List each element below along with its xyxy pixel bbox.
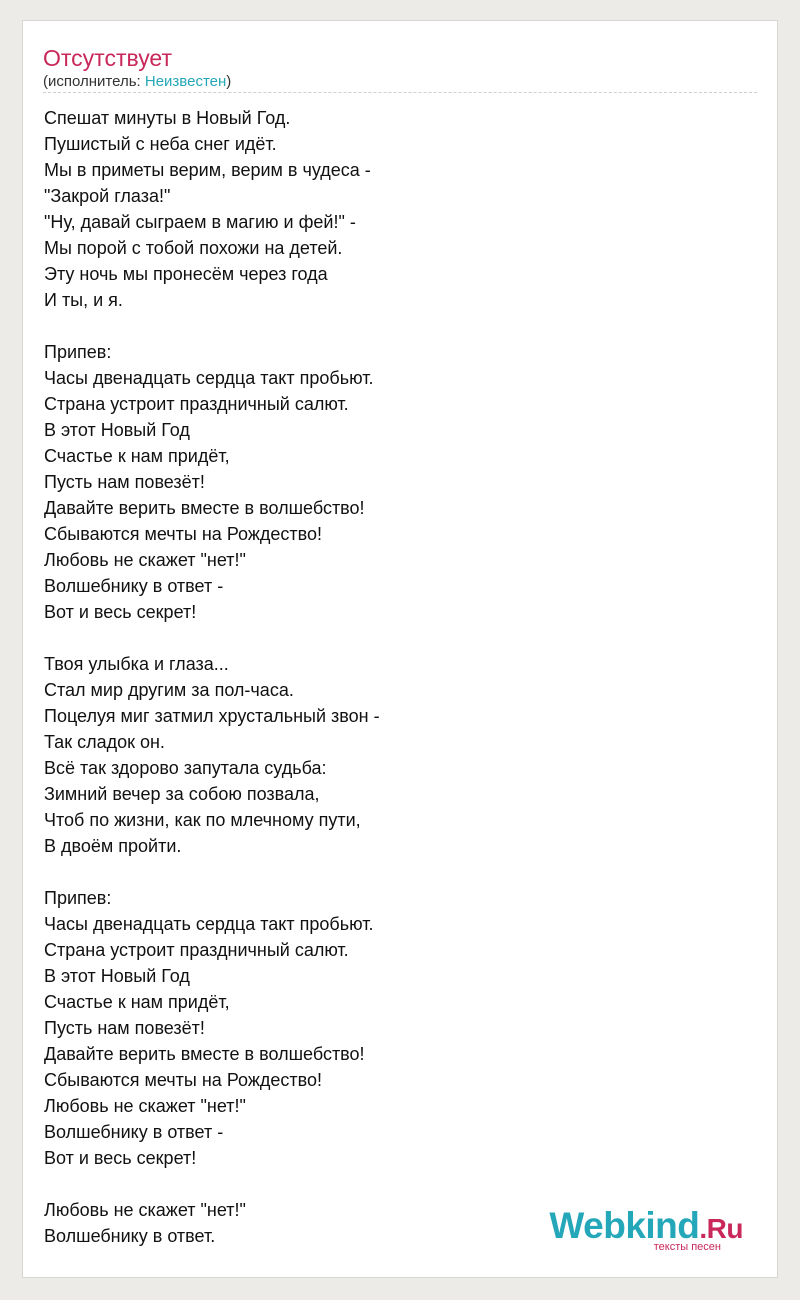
artist-line xyxy=(43,73,231,91)
stanza-gap xyxy=(44,625,744,651)
lyric-line: Стал мир другим за пол-часа. xyxy=(44,680,294,700)
lyric-line: Волшебнику в ответ. xyxy=(44,1226,216,1246)
lyric-line: Счастье к нам придёт, xyxy=(44,446,230,466)
lyric-line: Припев: xyxy=(44,888,112,908)
logo-tld: .Ru xyxy=(699,1213,743,1244)
lyric-line: Вот и весь секрет! xyxy=(44,602,197,622)
lyric-line: В этот Новый Год xyxy=(44,966,190,986)
site-logo[interactable] xyxy=(549,1207,743,1253)
artist-prefix: (исполнитель: xyxy=(43,73,145,90)
lyric-line: И ты, и я. xyxy=(44,290,123,310)
lyric-line: Поцелуя миг затмил хрустальный звон - xyxy=(44,706,380,726)
lyric-line: Эту ночь мы пронесём через года xyxy=(44,264,328,284)
lyric-line: Так сладок он. xyxy=(44,732,165,752)
title-divider xyxy=(43,92,757,93)
lyrics-card xyxy=(22,20,778,1278)
lyric-line: Зимний вечер за собою позвала, xyxy=(44,784,320,804)
stanza-gap xyxy=(44,313,744,339)
lyric-line: Счастье к нам придёт, xyxy=(44,992,230,1012)
lyric-line: Любовь не скажет "нет!" xyxy=(44,550,246,570)
lyric-line: Мы в приметы верим, верим в чудеса - xyxy=(44,160,371,180)
logo-subtitle: тексты песен xyxy=(653,1241,721,1253)
lyric-line: Чтоб по жизни, как по млечному пути, xyxy=(44,810,361,830)
lyric-line: "Закрой глаза!" xyxy=(44,186,171,206)
lyric-line: Сбываются мечты на Рождество! xyxy=(44,524,323,544)
lyric-line: Спешат минуты в Новый Год. xyxy=(44,108,291,128)
stanza-gap xyxy=(44,859,744,885)
lyric-line: Пушистый с неба снег идёт. xyxy=(44,134,277,154)
lyric-line: Волшебнику в ответ - xyxy=(44,576,224,596)
lyric-line: Пусть нам повезёт! xyxy=(44,1018,205,1038)
lyric-line: Вот и весь секрет! xyxy=(44,1148,197,1168)
lyric-line: Страна устроит праздничный салют. xyxy=(44,940,349,960)
lyric-line: Давайте верить вместе в волшебство! xyxy=(44,1044,365,1064)
lyric-line: Припев: xyxy=(44,342,112,362)
lyric-line: Твоя улыбка и глаза... xyxy=(44,654,229,674)
stanza-gap xyxy=(44,1171,744,1197)
artist-suffix: ) xyxy=(226,73,232,90)
lyric-line: Сбываются мечты на Рождество! xyxy=(44,1070,323,1090)
lyric-line: Часы двенадцать сердца такт пробьют. xyxy=(44,368,374,388)
lyric-line: Мы порой с тобой похожи на детей. xyxy=(44,238,343,258)
lyric-line: Любовь не скажет "нет!" xyxy=(44,1200,246,1220)
lyric-line: Волшебнику в ответ - xyxy=(44,1122,224,1142)
lyric-line: Всё так здорово запутала судьба: xyxy=(44,758,327,778)
lyric-line: Страна устроит праздничный салют. xyxy=(44,394,349,414)
lyric-line: Пусть нам повезёт! xyxy=(44,472,205,492)
lyric-line: В этот Новый Год xyxy=(44,420,190,440)
artist-link[interactable]: Неизвестен xyxy=(144,73,227,90)
lyric-line: Давайте верить вместе в волшебство! xyxy=(44,498,365,518)
lyric-line: В двоём пройти. xyxy=(44,836,182,856)
lyrics-body xyxy=(44,105,744,1249)
lyric-line: "Ну, давай сыграем в магию и фей!" - xyxy=(44,212,356,232)
lyric-line: Часы двенадцать сердца такт пробьют. xyxy=(44,914,374,934)
logo-name: Webkind xyxy=(549,1205,700,1246)
song-title: Отсутствует xyxy=(43,45,172,71)
lyric-line: Любовь не скажет "нет!" xyxy=(44,1096,246,1116)
